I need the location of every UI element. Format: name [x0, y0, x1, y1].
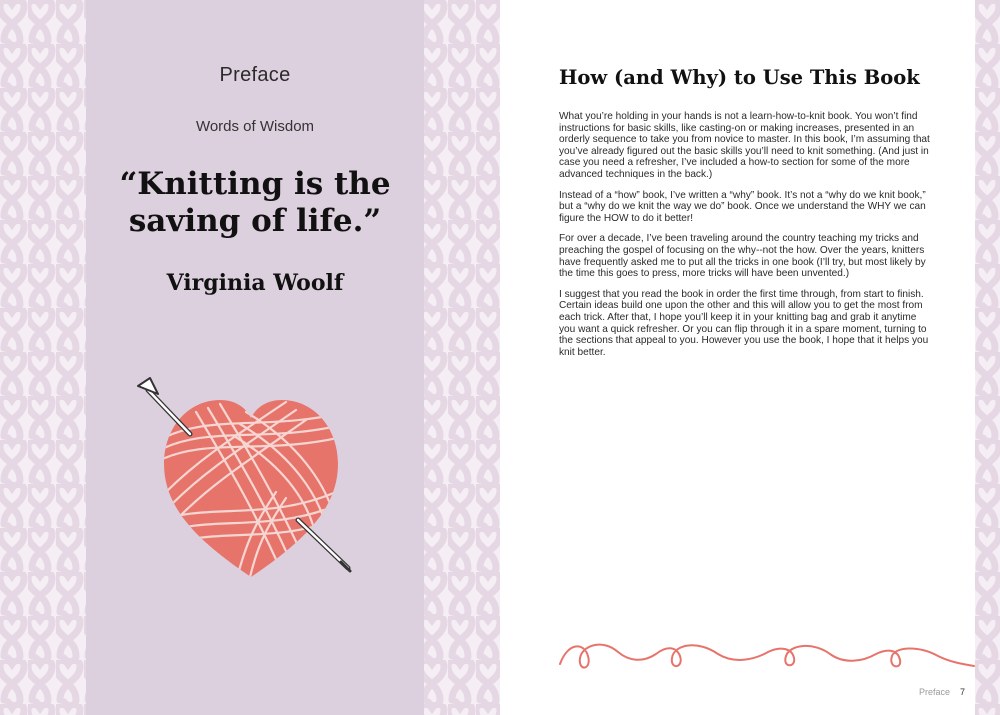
footer-section: Preface — [918, 687, 950, 697]
right-page — [500, 0, 1000, 715]
quote-author: Virginia Woolf — [166, 270, 344, 296]
body-text — [559, 111, 931, 367]
paragraph: For over a decade, I’ve been traveling around the country teaching my tricks and preaching the gospel of focusing on the why--not the how. Over the years, knitters have frequently asked me to put all the tricks in one book (I’ll try, but most likely by the time this goes to press, more tricks will have been unvented.) — [559, 233, 926, 280]
page-number: 7 — [959, 687, 965, 697]
page-heading: How (and Why) to Use This Book — [559, 66, 920, 89]
quote-panel — [86, 0, 424, 715]
page-footer — [880, 687, 965, 697]
paragraph: I suggest that you read the book in order the first time through, from start to finish. Certain ideas build one upon the other and this will allow you to get the most from each trick. After that, I hope you’ll keep it in your knitting bag and grab it anytime you want a quick refresher. Or you can flip through it in a spare moment, turning to the sections that appeal to you. However you use the book, I hope that it helps you knit better. — [559, 288, 929, 358]
yarn-squiggle-icon — [558, 628, 975, 678]
page-edge-pattern — [975, 0, 1000, 715]
heart-yarn-ball-with-knitting-needle-icon — [136, 372, 366, 582]
sub-label: Words of Wisdom — [195, 118, 315, 135]
paragraph: What you’re holding in your hands is not a learn-how-to-knit book. You won’t find instructions for basic skills, like casting-on or making increases, presented in an orderly sequence to take you from novice to master. In this book, I’m assuming that you’ve already figured out the basic skills you’ll need to knit something. (And just in case you need a refresher, I’ve included a how-to section for some of the more advanced techniques in the back.) — [559, 111, 930, 180]
section-label: Preface — [219, 64, 291, 86]
quote-text: “Knitting is the saving of life.” — [119, 166, 391, 239]
paragraph: Instead of a “how” book, I’ve written a “why” book. It’s not a “why do we knit book,” but a “why do we knit the way we do” book. Once we understand the WHY we can figure the HOW to do it better! — [559, 189, 926, 224]
